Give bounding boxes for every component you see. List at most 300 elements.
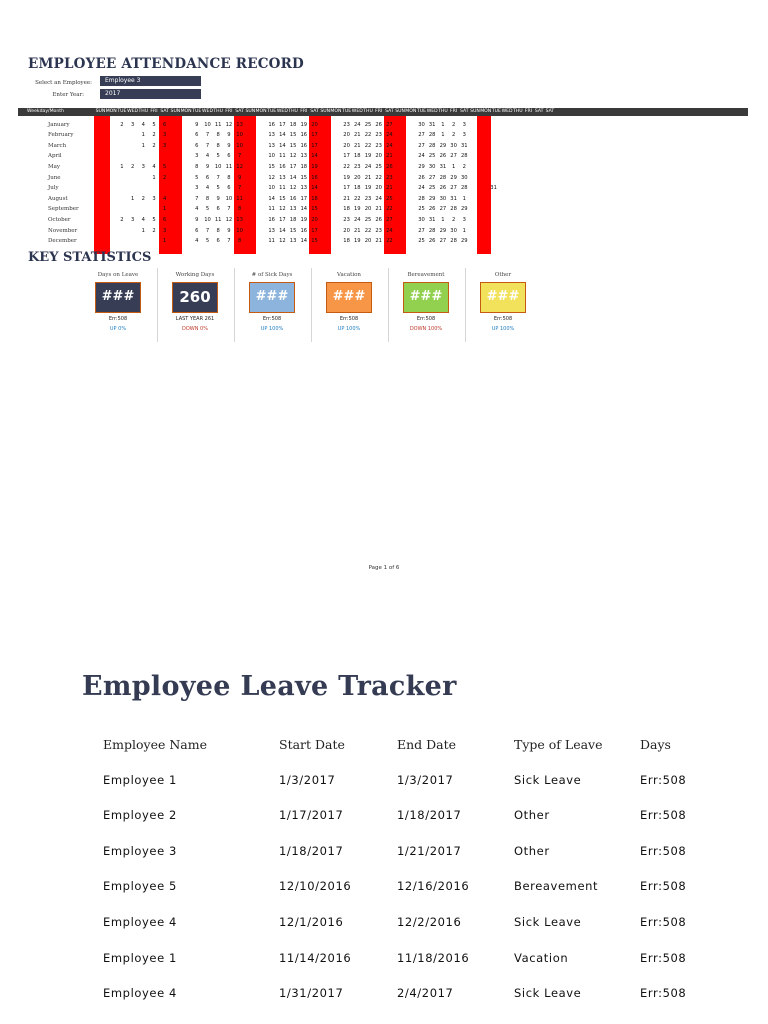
day-cell[interactable]: 9 bbox=[227, 227, 231, 234]
day-cell[interactable]: 17 bbox=[343, 185, 350, 192]
day-cell[interactable]: 24 bbox=[386, 142, 393, 149]
day-cell[interactable]: 27 bbox=[386, 121, 393, 128]
day-cell[interactable]: 4 bbox=[195, 238, 199, 245]
day-cell[interactable]: 12 bbox=[225, 121, 233, 128]
day-cell[interactable]: 11 bbox=[268, 238, 275, 245]
day-cell[interactable]: 21 bbox=[353, 142, 361, 149]
day-cell[interactable]: 12 bbox=[268, 174, 275, 181]
day-cell[interactable]: 4 bbox=[152, 163, 156, 170]
day-cell[interactable]: 15 bbox=[289, 142, 297, 149]
day-cell[interactable]: 17 bbox=[279, 121, 286, 128]
day-cell[interactable]: 13 bbox=[268, 227, 275, 234]
day-cell[interactable]: 11 bbox=[225, 163, 233, 170]
day-cell[interactable]: 13 bbox=[268, 142, 275, 149]
day-cell[interactable]: 20 bbox=[375, 185, 382, 192]
day-cell[interactable]: 2 bbox=[163, 174, 167, 181]
day-cell[interactable]: 1 bbox=[163, 238, 167, 245]
day-cell[interactable]: 12 bbox=[236, 163, 243, 170]
day-cell[interactable]: 1 bbox=[152, 174, 156, 181]
day-cell[interactable]: 2 bbox=[120, 216, 124, 223]
day-cell[interactable]: 13 bbox=[300, 153, 308, 160]
day-cell[interactable]: 1 bbox=[441, 132, 445, 139]
day-cell[interactable]: 6 bbox=[195, 132, 199, 139]
day-cell[interactable]: 20 bbox=[343, 142, 350, 149]
day-cell[interactable]: 14 bbox=[268, 195, 275, 202]
day-cell[interactable]: 22 bbox=[364, 142, 372, 149]
day-cell[interactable]: 27 bbox=[428, 174, 436, 181]
day-cell[interactable]: 5 bbox=[205, 238, 210, 245]
day-cell[interactable]: 3 bbox=[141, 163, 145, 170]
day-cell[interactable]: 16 bbox=[279, 163, 286, 170]
day-cell[interactable]: 24 bbox=[353, 216, 361, 223]
day-cell[interactable]: 30 bbox=[439, 195, 447, 202]
day-cell[interactable]: 28 bbox=[450, 238, 457, 245]
day-cell[interactable]: 23 bbox=[375, 227, 382, 234]
day-cell[interactable]: 2 bbox=[120, 121, 124, 128]
day-cell[interactable]: 17 bbox=[311, 132, 318, 139]
calendar-row bbox=[18, 184, 748, 195]
day-cell[interactable]: 9 bbox=[237, 174, 242, 181]
day-cell[interactable]: 8 bbox=[237, 206, 242, 213]
day-cell[interactable]: 24 bbox=[386, 227, 393, 234]
day-cell[interactable]: 17 bbox=[300, 195, 308, 202]
day-cell[interactable]: 25 bbox=[428, 185, 436, 192]
day-cell[interactable]: 1 bbox=[120, 163, 124, 170]
day-cell[interactable]: 26 bbox=[428, 206, 436, 213]
day-cell[interactable]: 4 bbox=[195, 206, 199, 213]
day-cell[interactable]: 27 bbox=[439, 238, 447, 245]
day-cell[interactable]: 4 bbox=[205, 185, 210, 192]
day-cell[interactable]: 25 bbox=[428, 153, 436, 160]
day-cell[interactable]: 2 bbox=[451, 132, 456, 139]
day-cell[interactable]: 17 bbox=[343, 153, 350, 160]
day-cell[interactable]: 1 bbox=[441, 216, 445, 223]
day-cell[interactable]: 26 bbox=[418, 174, 425, 181]
day-cell[interactable]: 21 bbox=[343, 195, 350, 202]
day-cell[interactable]: 7 bbox=[237, 185, 242, 192]
day-cell[interactable]: 22 bbox=[343, 163, 350, 170]
day-cell[interactable]: 19 bbox=[343, 174, 350, 181]
day-cell[interactable]: 3 bbox=[163, 142, 167, 149]
day-cell[interactable]: 19 bbox=[364, 185, 372, 192]
day-cell[interactable]: 3 bbox=[163, 227, 167, 234]
day-cell[interactable]: 26 bbox=[428, 238, 436, 245]
enter-year-field[interactable]: 2017 bbox=[100, 89, 201, 99]
day-cell[interactable]: 10 bbox=[214, 163, 222, 170]
day-cell[interactable]: 26 bbox=[375, 216, 382, 223]
day-cell[interactable]: 16 bbox=[300, 227, 308, 234]
day-cell[interactable]: 5 bbox=[205, 206, 210, 213]
day-cell[interactable]: 2 bbox=[141, 195, 145, 202]
day-cell[interactable]: 18 bbox=[343, 206, 350, 213]
month-label: January bbox=[48, 121, 70, 128]
day-cell[interactable]: 28 bbox=[418, 195, 425, 202]
day-cell[interactable]: 18 bbox=[343, 238, 350, 245]
day-cell[interactable]: 8 bbox=[195, 163, 199, 170]
day-header: SUN bbox=[395, 109, 405, 114]
day-cell[interactable]: 29 bbox=[418, 163, 425, 170]
day-cell[interactable]: 30 bbox=[428, 163, 436, 170]
day-cell[interactable]: 17 bbox=[311, 227, 318, 234]
day-cell[interactable]: 31 bbox=[450, 195, 457, 202]
day-cell[interactable]: 15 bbox=[268, 163, 275, 170]
day-cell[interactable]: 20 bbox=[353, 174, 361, 181]
day-cell[interactable]: 11 bbox=[279, 185, 286, 192]
day-cell[interactable]: 13 bbox=[289, 206, 297, 213]
day-cell[interactable]: 11 bbox=[214, 216, 222, 223]
day-header: THU bbox=[138, 109, 149, 114]
day-cell[interactable]: 20 bbox=[311, 216, 318, 223]
day-cell[interactable]: 30 bbox=[450, 227, 457, 234]
day-cell[interactable]: 29 bbox=[439, 227, 447, 234]
day-cell[interactable]: 6 bbox=[216, 206, 220, 213]
day-cell[interactable]: 1 bbox=[462, 227, 466, 234]
day-cell[interactable]: 6 bbox=[195, 142, 199, 149]
day-cell[interactable]: 14 bbox=[300, 238, 308, 245]
day-cell[interactable]: 26 bbox=[439, 185, 447, 192]
day-cell[interactable]: 1 bbox=[141, 142, 145, 149]
day-cell[interactable]: 16 bbox=[268, 121, 275, 128]
day-cell[interactable]: 6 bbox=[227, 185, 231, 192]
day-cell[interactable]: 6 bbox=[163, 216, 167, 223]
day-cell[interactable]: 8 bbox=[216, 142, 220, 149]
day-cell[interactable]: 24 bbox=[375, 195, 382, 202]
day-cell[interactable]: 21 bbox=[364, 174, 372, 181]
day-cell[interactable]: 31 bbox=[439, 163, 447, 170]
day-cell[interactable]: 16 bbox=[289, 195, 297, 202]
day-cell[interactable]: 16 bbox=[311, 174, 318, 181]
day-cell[interactable]: 25 bbox=[364, 216, 372, 223]
day-cell[interactable]: 2 bbox=[130, 163, 135, 170]
day-cell[interactable]: 27 bbox=[450, 185, 457, 192]
day-cell[interactable]: 12 bbox=[289, 153, 297, 160]
day-header: SAT bbox=[545, 109, 555, 114]
day-cell[interactable]: 23 bbox=[353, 163, 361, 170]
table-row[interactable] bbox=[103, 844, 723, 880]
day-cell[interactable]: 3 bbox=[130, 121, 135, 128]
day-cell[interactable]: 18 bbox=[353, 185, 361, 192]
day-cell[interactable]: 1 bbox=[130, 195, 135, 202]
day-cell[interactable]: 9 bbox=[227, 132, 231, 139]
day-cell[interactable]: 1 bbox=[141, 132, 145, 139]
day-cell[interactable]: 24 bbox=[418, 153, 425, 160]
day-cell[interactable]: 7 bbox=[227, 238, 231, 245]
day-cell[interactable]: 5 bbox=[152, 216, 156, 223]
day-cell[interactable]: 19 bbox=[364, 153, 372, 160]
leave-type-cell: Other bbox=[514, 808, 550, 823]
day-cell[interactable]: 11 bbox=[279, 153, 286, 160]
day-header: TUE bbox=[267, 109, 277, 114]
month-label: September bbox=[48, 206, 79, 213]
day-cell[interactable]: 20 bbox=[364, 206, 372, 213]
day-cell[interactable]: 29 bbox=[428, 195, 436, 202]
day-cell[interactable]: 9 bbox=[227, 142, 231, 149]
day-cell[interactable]: 8 bbox=[216, 132, 220, 139]
day-cell[interactable]: 2 bbox=[451, 121, 456, 128]
day-cell[interactable]: 29 bbox=[460, 206, 468, 213]
day-cell[interactable]: 5 bbox=[216, 185, 220, 192]
day-cell[interactable]: 15 bbox=[311, 206, 318, 213]
day-cell[interactable]: 13 bbox=[300, 185, 308, 192]
day-cell[interactable]: 7 bbox=[237, 153, 242, 160]
day-cell[interactable]: 21 bbox=[353, 227, 361, 234]
day-cell[interactable]: 24 bbox=[386, 132, 393, 139]
day-cell[interactable]: 1 bbox=[462, 195, 466, 202]
day-cell[interactable]: 2 bbox=[152, 132, 156, 139]
day-cell[interactable]: 18 bbox=[289, 121, 297, 128]
day-cell[interactable]: 6 bbox=[205, 174, 210, 181]
day-cell[interactable]: 19 bbox=[353, 206, 361, 213]
day-cell[interactable]: 23 bbox=[386, 174, 393, 181]
day-cell[interactable]: 2 bbox=[451, 216, 456, 223]
table-row[interactable] bbox=[103, 915, 723, 951]
day-cell[interactable]: 5 bbox=[216, 153, 220, 160]
day-cell[interactable]: 4 bbox=[205, 153, 210, 160]
day-cell[interactable]: 10 bbox=[204, 216, 211, 223]
days-cell: Err:508 bbox=[640, 808, 687, 823]
day-cell[interactable]: 9 bbox=[205, 163, 210, 170]
day-cell[interactable]: 31 bbox=[428, 121, 436, 128]
day-cell[interactable]: 17 bbox=[279, 216, 286, 223]
day-header: THU bbox=[438, 109, 448, 114]
day-cell[interactable]: 7 bbox=[227, 206, 231, 213]
day-cell[interactable]: 6 bbox=[195, 227, 199, 234]
day-cell[interactable]: 1 bbox=[441, 121, 445, 128]
day-cell[interactable]: 5 bbox=[152, 121, 156, 128]
day-cell[interactable]: 28 bbox=[428, 132, 436, 139]
day-header: FRI bbox=[524, 109, 533, 114]
day-cell[interactable]: 25 bbox=[418, 206, 425, 213]
day-cell[interactable]: 13 bbox=[236, 121, 243, 128]
day-cell[interactable]: 10 bbox=[236, 132, 243, 139]
day-cell[interactable]: 28 bbox=[460, 185, 468, 192]
day-cell[interactable]: 11 bbox=[268, 206, 275, 213]
day-cell[interactable]: 7 bbox=[195, 195, 199, 202]
day-cell[interactable]: 7 bbox=[216, 174, 220, 181]
day-cell[interactable]: 22 bbox=[375, 174, 382, 181]
day-cell[interactable]: 14 bbox=[279, 142, 286, 149]
day-cell[interactable]: 27 bbox=[386, 216, 393, 223]
day-cell[interactable]: 3 bbox=[462, 121, 466, 128]
day-cell[interactable]: 10 bbox=[225, 195, 233, 202]
day-cell[interactable]: 19 bbox=[300, 121, 308, 128]
end-date-cell: 11/18/2016 bbox=[397, 950, 470, 965]
day-cell[interactable]: 30 bbox=[418, 216, 425, 223]
day-cell[interactable]: 23 bbox=[375, 142, 382, 149]
day-cell[interactable]: 18 bbox=[300, 163, 308, 170]
day-cell[interactable]: 25 bbox=[375, 163, 382, 170]
day-cell[interactable]: 31 bbox=[490, 185, 497, 192]
day-cell[interactable]: 21 bbox=[375, 238, 382, 245]
day-cell[interactable]: 28 bbox=[460, 153, 468, 160]
day-cell[interactable]: 13 bbox=[279, 174, 286, 181]
day-cell[interactable]: 10 bbox=[268, 185, 275, 192]
day-cell[interactable]: 27 bbox=[418, 227, 425, 234]
day-cell[interactable]: 28 bbox=[439, 174, 447, 181]
day-cell[interactable]: 19 bbox=[311, 163, 318, 170]
day-cell[interactable]: 16 bbox=[268, 216, 275, 223]
day-cell[interactable]: 7 bbox=[205, 142, 210, 149]
day-cell[interactable]: 10 bbox=[268, 153, 275, 160]
day-cell[interactable]: 7 bbox=[205, 132, 210, 139]
day-cell[interactable]: 20 bbox=[343, 227, 350, 234]
day-cell[interactable]: 19 bbox=[300, 216, 308, 223]
day-cell[interactable]: 8 bbox=[216, 227, 220, 234]
day-cell[interactable]: 17 bbox=[311, 142, 318, 149]
day-cell[interactable]: 3 bbox=[462, 216, 466, 223]
day-cell[interactable]: 15 bbox=[279, 195, 286, 202]
day-cell[interactable]: 12 bbox=[279, 238, 286, 245]
day-cell[interactable]: 20 bbox=[343, 132, 350, 139]
day-cell[interactable]: 29 bbox=[439, 142, 447, 149]
day-cell[interactable]: 8 bbox=[205, 195, 210, 202]
day-cell[interactable]: 28 bbox=[428, 227, 436, 234]
day-cell[interactable]: 12 bbox=[225, 216, 233, 223]
day-cell[interactable]: 2 bbox=[462, 163, 466, 170]
leave-type-cell: Vacation bbox=[514, 950, 569, 965]
day-cell[interactable]: 7 bbox=[205, 227, 210, 234]
day-cell[interactable]: 14 bbox=[279, 227, 286, 234]
day-cell[interactable]: 25 bbox=[386, 195, 393, 202]
day-cell[interactable]: 3 bbox=[195, 185, 199, 192]
day-cell[interactable]: 11 bbox=[236, 195, 243, 202]
day-cell[interactable]: 21 bbox=[386, 153, 393, 160]
month-label: December bbox=[48, 238, 77, 245]
day-cell[interactable]: 29 bbox=[460, 238, 468, 245]
day-cell[interactable]: 31 bbox=[428, 216, 436, 223]
day-cell[interactable]: 30 bbox=[460, 174, 468, 181]
day-cell[interactable]: 23 bbox=[364, 195, 372, 202]
table-row[interactable] bbox=[103, 773, 723, 809]
day-cell[interactable]: 1 bbox=[141, 227, 145, 234]
day-cell[interactable]: 4 bbox=[163, 195, 167, 202]
day-cell[interactable]: 10 bbox=[236, 227, 243, 234]
day-cell[interactable]: 3 bbox=[163, 132, 167, 139]
day-cell[interactable]: 14 bbox=[289, 174, 297, 181]
day-cell[interactable]: 28 bbox=[428, 142, 436, 149]
day-cell[interactable]: 4 bbox=[141, 121, 145, 128]
day-cell[interactable]: 15 bbox=[289, 132, 297, 139]
day-cell[interactable]: 4 bbox=[141, 216, 145, 223]
day-cell[interactable]: 19 bbox=[353, 238, 361, 245]
day-cell[interactable]: 14 bbox=[311, 185, 318, 192]
table-row[interactable] bbox=[103, 808, 723, 844]
day-cell[interactable]: 27 bbox=[418, 142, 425, 149]
day-cell[interactable]: 3 bbox=[195, 153, 199, 160]
day-cell[interactable]: 23 bbox=[375, 132, 382, 139]
day-cell[interactable]: 9 bbox=[216, 195, 220, 202]
day-cell[interactable]: 8 bbox=[227, 174, 231, 181]
day-header: FRI bbox=[449, 109, 458, 114]
table-row[interactable] bbox=[103, 986, 723, 1022]
day-cell[interactable]: 24 bbox=[364, 163, 372, 170]
day-cell[interactable]: 25 bbox=[364, 121, 372, 128]
day-cell[interactable]: 29 bbox=[450, 174, 457, 181]
day-cell[interactable]: 20 bbox=[364, 238, 372, 245]
day-cell[interactable]: 10 bbox=[204, 121, 211, 128]
day-cell[interactable]: 18 bbox=[311, 195, 318, 202]
day-cell[interactable]: 14 bbox=[279, 132, 286, 139]
day-cell[interactable]: 6 bbox=[227, 153, 231, 160]
day-cell[interactable]: 5 bbox=[163, 163, 167, 170]
day-cell[interactable]: 30 bbox=[418, 121, 425, 128]
day-cell[interactable]: 13 bbox=[289, 238, 297, 245]
day-cell[interactable]: 18 bbox=[353, 153, 361, 160]
day-cell[interactable]: 17 bbox=[289, 163, 297, 170]
day-cell[interactable]: 21 bbox=[353, 132, 361, 139]
day-cell[interactable]: 15 bbox=[300, 174, 308, 181]
day-cell[interactable]: 6 bbox=[216, 238, 220, 245]
day-cell[interactable]: 18 bbox=[289, 216, 297, 223]
day-cell[interactable]: 22 bbox=[386, 206, 393, 213]
day-cell[interactable]: 5 bbox=[195, 174, 199, 181]
day-cell[interactable]: 14 bbox=[311, 153, 318, 160]
day-cell[interactable]: 30 bbox=[450, 142, 457, 149]
day-cell[interactable]: 2 bbox=[152, 142, 156, 149]
day-cell[interactable]: 11 bbox=[214, 121, 222, 128]
day-cell[interactable]: 13 bbox=[268, 132, 275, 139]
day-cell[interactable]: 22 bbox=[353, 195, 361, 202]
day-cell[interactable]: 1 bbox=[451, 163, 456, 170]
day-cell[interactable]: 22 bbox=[386, 238, 393, 245]
day-cell[interactable]: 23 bbox=[343, 121, 350, 128]
day-cell[interactable]: 8 bbox=[237, 238, 242, 245]
day-cell[interactable]: 14 bbox=[300, 206, 308, 213]
day-cell[interactable]: 24 bbox=[353, 121, 361, 128]
day-cell[interactable]: 3 bbox=[152, 195, 156, 202]
day-cell[interactable]: 22 bbox=[364, 132, 372, 139]
stat-value: ### bbox=[480, 282, 526, 313]
day-cell[interactable]: 22 bbox=[364, 227, 372, 234]
day-cell[interactable]: 24 bbox=[418, 185, 425, 192]
day-cell[interactable]: 9 bbox=[195, 121, 199, 128]
day-cell[interactable]: 13 bbox=[236, 216, 243, 223]
day-cell[interactable]: 3 bbox=[130, 216, 135, 223]
table-row[interactable] bbox=[103, 951, 723, 987]
day-cell[interactable]: 23 bbox=[343, 216, 350, 223]
day-cell[interactable]: 21 bbox=[386, 185, 393, 192]
day-cell[interactable]: 2 bbox=[152, 227, 156, 234]
day-cell[interactable]: 25 bbox=[418, 238, 425, 245]
day-cell[interactable]: 15 bbox=[289, 227, 297, 234]
day-cell[interactable]: 21 bbox=[375, 206, 382, 213]
day-cell[interactable]: 27 bbox=[450, 153, 457, 160]
day-cell[interactable]: 16 bbox=[300, 142, 308, 149]
day-cell[interactable]: 12 bbox=[279, 206, 286, 213]
day-cell[interactable]: 31 bbox=[460, 142, 468, 149]
select-employee-field[interactable]: Employee 3 bbox=[100, 76, 201, 86]
day-cell[interactable]: 3 bbox=[462, 132, 466, 139]
day-cell[interactable]: 27 bbox=[439, 206, 447, 213]
stat-card bbox=[159, 270, 231, 332]
day-cell[interactable]: 28 bbox=[450, 206, 457, 213]
day-cell[interactable]: 9 bbox=[195, 216, 199, 223]
day-cell[interactable]: 10 bbox=[236, 142, 243, 149]
day-cell[interactable]: 26 bbox=[386, 163, 393, 170]
day-cell[interactable]: 20 bbox=[311, 121, 318, 128]
day-cell[interactable]: 16 bbox=[300, 132, 308, 139]
day-cell[interactable]: 15 bbox=[311, 238, 318, 245]
day-cell[interactable]: 26 bbox=[375, 121, 382, 128]
table-row[interactable] bbox=[103, 879, 723, 915]
day-cell[interactable]: 27 bbox=[418, 132, 425, 139]
day-cell[interactable]: 12 bbox=[289, 185, 297, 192]
day-cell[interactable]: 1 bbox=[163, 206, 167, 213]
day-cell[interactable]: 20 bbox=[375, 153, 382, 160]
day-cell[interactable]: 26 bbox=[439, 153, 447, 160]
day-cell[interactable]: 6 bbox=[163, 121, 167, 128]
stat-subtext: Err:508 bbox=[108, 316, 128, 322]
